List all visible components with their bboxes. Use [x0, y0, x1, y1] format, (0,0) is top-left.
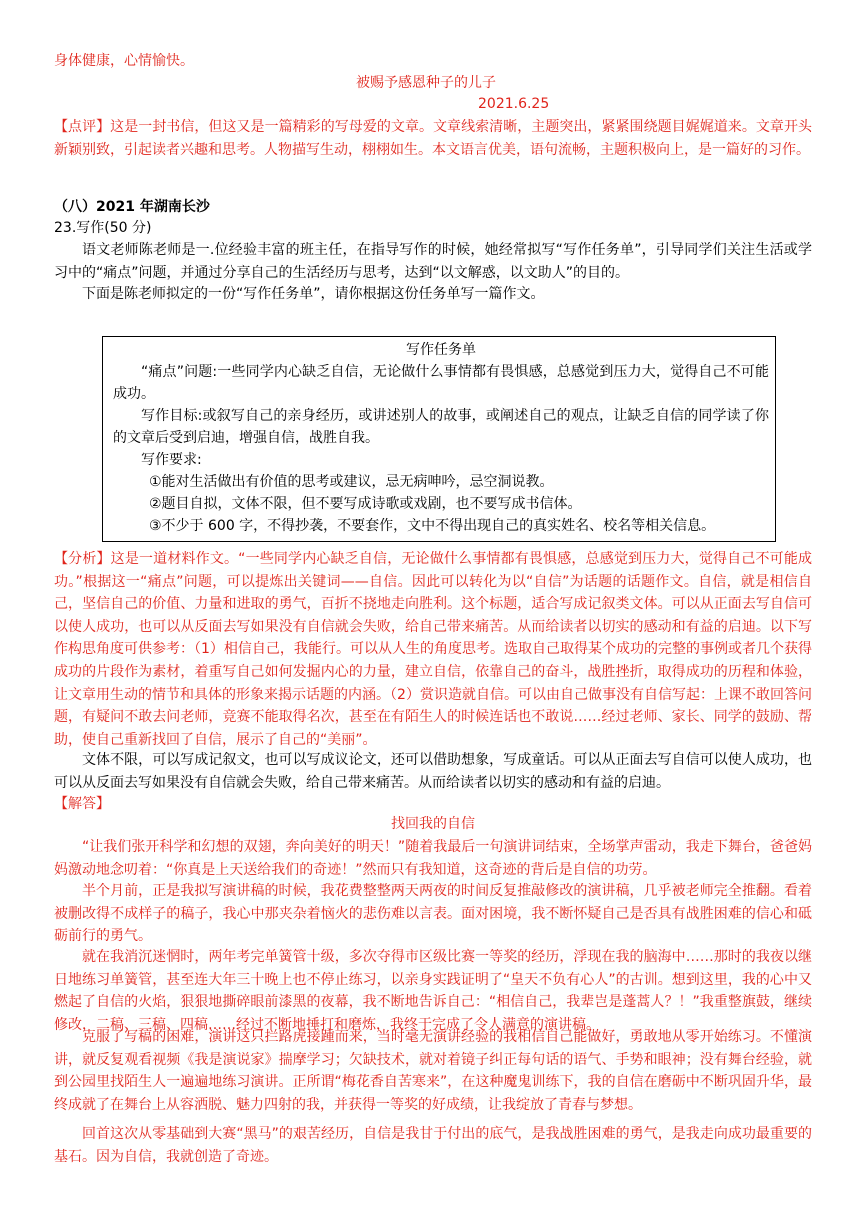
letter-date: 2021.6.25: [478, 96, 550, 112]
writing-goal-text: 写作目标:或叙写自己的亲身经历，或讲述别人的故事，或阐述自己的观点，让缺乏自信的同学读了你的文章后受到启迪，增强自信，战胜自我。: [113, 408, 769, 446]
pain-point-text: “痛点”问题:一些同学内心缺乏自信，无论做什么事情都有畏惧感，总感觉到压力大，觉得自己不可能成功。: [113, 364, 769, 402]
letter-signature: 被赐予感恩种子的儿子: [356, 75, 496, 91]
essay-title: 找回我的自信: [391, 816, 475, 832]
essay-paragraph: 克服了写稿的困难，演讲这只拦路虎接踵而来，当时毫无演讲经验的我相信自己能做好，勇敢地从零开始练习。不懂演讲，就反复观看视频《我是演说家》揣摩学习；欠缺技术，就对着镜子纠正每句话的语气、手势和眼神；没有舞台经验，就到公园里找陌生人一遍遍地练习演讲。正所谓“梅花香自苦寒来”，在这种魔鬼训练下，我的自信在磨砺中不断巩固升华，最终成就了在舞台上从容洒脱、魅力四射的我，并获得一等奖的好成绩，让我绽放了青春与梦想。: [54, 1029, 812, 1113]
analysis-paragraph-2: 文体不限，可以写成记叙文，也可以写成议论文，还可以借助想象，写成童话。可以从正面去写自信可以使人成功，也可以从反面去写如果没有自信就会失败，给自己带来痛苦。从而给读者以切实的感动和有益的启迪。: [54, 752, 812, 791]
letter-closing-line: 身体健康，心情愉快。: [54, 53, 194, 69]
task-box-title: 写作任务单: [406, 342, 476, 358]
writing-task-box: [102, 336, 776, 542]
intro-paragraph: 语文老师陈老师是一.位经验丰富的班主任，在指导写作的时候，她经常拟写“写作任务单”，引导同学们关注生活或学习中的“痛点”问题，并通过分享自己的生活经历与思考，达到“以文解惑，以文助人”的目的。: [54, 242, 812, 281]
comment-paragraph: 【点评】这是一封书信，但这又是一篇精彩的写母爱的文章。文章线索清晰，主题突出，紧紧围绕题目娓娓道来。文章开头新颖别致，引起读者兴趣和思考。人物描写生动，栩栩如生。本文语言优美，语句流畅，主题积极向上，是一篇好的习作。: [54, 119, 812, 158]
analysis-paragraph: 【分析】这是一道材料作文。“一些同学内心缺乏自信，无论做什么事情都有畏惧感，总感觉到压力大，觉得自己不可能成功。”根据这一“痛点”问题，可以提炼出关键词——自信。因此可以转化为以“自信”为话题的话题作文。自信，就是相信自己，坚信自己的价值、力量和进取的勇气，百折不挠地走向胜利。这个标题，适合写成记叙类文体。可以从正面去写自信可以使人成功，也可以从反面去写如果没有自信就会失败，给自己带来痛苦。从而给读者以切实的感动和有益的启迪。以下写作构思角度可供参考：（1）相信自己，我能行。可以从人生的角度思考。选取自己取得某个成功的完整的事例或者几个获得成功的片段作为素材，着重写自己如何发掘内心的力量，建立自信，依靠自己的奋斗，战胜挫折，取得成功的历程和体验，让文章用生动的情节和具体的形象来揭示话题的内涵。（2）赏识造就自信。可以由自己做事没有自信写起：上课不敢回答问题，有疑问不敢去问老师，竞赛不能取得名次，甚至在有陌生人的时候连话也不敢说……经过老师、家长、同学的鼓励、帮助，使自己重新找回了自信，展示了自己的“美丽”。: [54, 551, 812, 748]
section-heading: （八）2021 年湖南长沙: [54, 199, 210, 215]
essay-paragraph: 回首这次从零基础到大赛“黑马”的艰苦经历，自信是我甘于付出的底气，是我战胜困难的勇气，是我走向成功最重要的基石。因为自信，我就创造了奇迹。: [54, 1126, 812, 1165]
essay-paragraph: 半个月前，正是我拟写演讲稿的时候，我花费整整两天两夜的时间反复推敲修改的演讲稿，几乎被老师完全推翻。看着被删改得不成样子的稿子，我心中那夹杂着恼火的悲伤难以言表。面对困境，我不断怀疑自己是否具有战胜困难的信心和砥砺前行的勇气。: [54, 883, 812, 945]
intro-paragraph-2: 下面是陈老师拟定的一份“写作任务单”，请你根据这份任务单写一篇作文。: [82, 286, 545, 302]
requirement-item: ③不少于 600 字，不得抄袭，不要套作，文中不得出现自己的真实姓名、校名等相关信息。: [149, 518, 716, 534]
requirement-item: ①能对生活做出有价值的思考或建议，忌无病呻吟，忌空洞说教。: [149, 474, 554, 490]
essay-paragraph: “让我们张开科学和幻想的双翅，奔向美好的明天！”随着我最后一句演讲词结束，全场掌声雷动，我走下舞台，爸爸妈妈激动地念叨着：“你真是上天送给我们的奇迹！”然而只有我知道，这奇迹的背后是自信的功劳。: [54, 839, 812, 878]
essay-paragraph: 就在我消沉迷惘时，两年考完单簧管十级，多次夺得市区级比赛一等奖的经历，浮现在我的脑海中……那时的我夜以继日地练习单簧管，甚至连大年三十晚上也不停止练习，以亲身实践证明了“皇天不负有心人”的古训。想到这里，我的心中又燃起了自信的火焰，狠狠地撕碎眼前漆黑的夜幕，我不断地告诉自己：“相信自己，我辈岂是蓬蒿人？！”我重整旗鼓，继续修改，二稿、三稿、四稿……经过不断地捶打和磨炼，我终于完成了令人满意的演讲稿。: [54, 949, 812, 1033]
question-number: 23.写作(50 分): [54, 220, 152, 236]
requirement-item: ②题目自拟，文体不限，但不要写成诗歌或戏剧，也不要写成书信体。: [149, 496, 582, 512]
answer-label: 【解答】: [54, 796, 110, 812]
requirements-label: 写作要求:: [141, 452, 202, 468]
